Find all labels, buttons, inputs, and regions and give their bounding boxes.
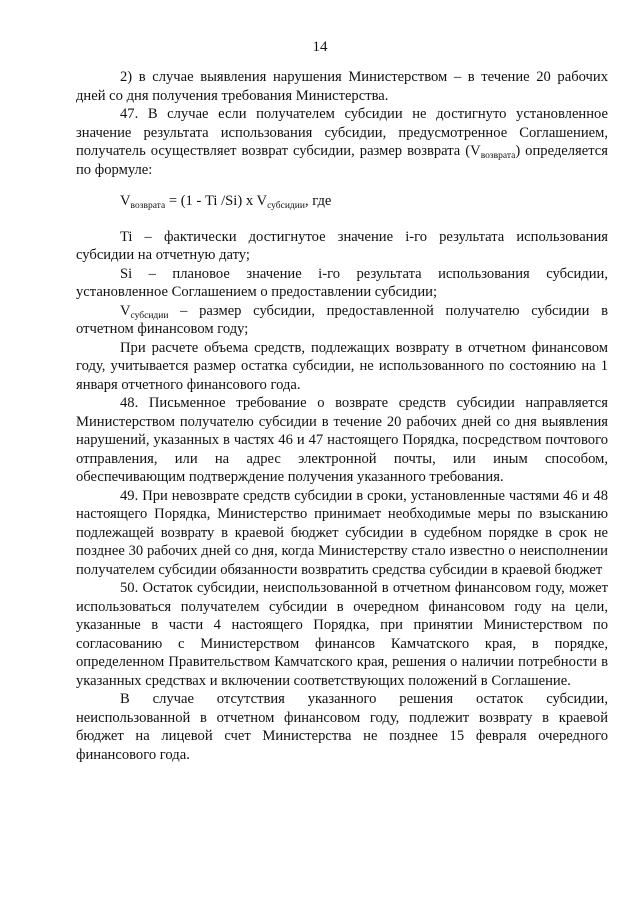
formula-v-return: V — [120, 193, 131, 209]
definition-si: Si – плановое значение i-го результата использования субсидии, установленное Соглашением о предоставлении субсидии; — [76, 265, 608, 300]
formula-sub-return: возврата — [130, 201, 166, 211]
definition-v-sub: субсидии — [130, 310, 169, 321]
formula-tail: , где — [304, 193, 332, 209]
definition-v-subsidy — [76, 302, 608, 339]
definition-v-text: – размер субсидии, предоставленной получателю субсидии в отчетном финансовом году; — [76, 302, 608, 337]
paragraph-balance: При расчете объема средств, подлежащих возврату в отчетном финансовом году, учитывается размер остатка субсидии, не использованного по состоянию на 1 января отчетного финансового года. — [76, 339, 608, 393]
paragraph-47-lead: 47. В случае если получателем субсидии не достигнуто установленное значение результата использования субсидии, предусмотренное Соглашением, получатель осуществляет возврат субсидии, размер возврата (V — [76, 106, 608, 159]
formula-middle: = (1 - Ti /Si) x V — [165, 193, 268, 209]
page-number: 14 — [312, 39, 328, 55]
formula-sub-subsidy: субсидии — [267, 201, 305, 211]
definition-ti: Ti – фактически достигнутое значение i-го результата использования субсидии на отчетную дату; — [76, 228, 608, 263]
paragraph-49: 49. При невозврате средств субсидии в сроки, установленные частями 46 и 48 настоящего Порядка, Министерство принимает необходимые меры по взысканию подлежащей возврату в краевой бюджет субсидии в судебном порядке в срок не позднее 30 рабочих дней со дня, когда Министерству стало известно о неисполнении получателем субсидии обязанности возвратить средства субсидии в краевой бюджет — [76, 487, 608, 578]
subscript-return: возврата — [480, 151, 516, 161]
paragraph-absence-of-decision: В случае отсутствия указанного решения остаток субсидии, неиспользованной в отчетном финансовом году, подлежит возврату в краевой бюджет на лицевой счет Министерства не позднее 15 февраля очередного финансового года. — [76, 691, 608, 763]
definition-v-letter: V — [120, 302, 131, 319]
document-body — [76, 68, 608, 764]
paragraph-item-2: 2) в случае выявления нарушения Министерством – в течение 20 рабочих дней со дня получения требования Министерства. — [76, 69, 608, 104]
paragraph-48: 48. Письменное требование о возврате средств субсидии направляется Министерством получателю субсидии в течение 20 рабочих дней со дня выявления нарушений, указанных в частях 46 и 47 настоящего Порядка, посредством почтового отправления, или на адрес электронной почты, или иным способом, обеспечивающим подтверждение получения указанного требования. — [76, 395, 608, 485]
paragraph-50: 50. Остаток субсидии, неиспользованной в отчетном финансовом году, может использоваться получателем субсидии в очередном финансовом году на цели, указанные в части 4 настоящего Порядка, при принятии Министерством по согласованию с Министерством финансов Камчатского края, в порядке, определенном Правительством Камчатского края, решения о наличии потребности в указанных средствах и включении соответствующих положений в Соглашение. — [76, 580, 608, 689]
paragraph-47-tail: ) определяется по формуле: — [76, 143, 608, 178]
return-formula — [76, 192, 608, 211]
paragraph-47 — [76, 105, 608, 179]
